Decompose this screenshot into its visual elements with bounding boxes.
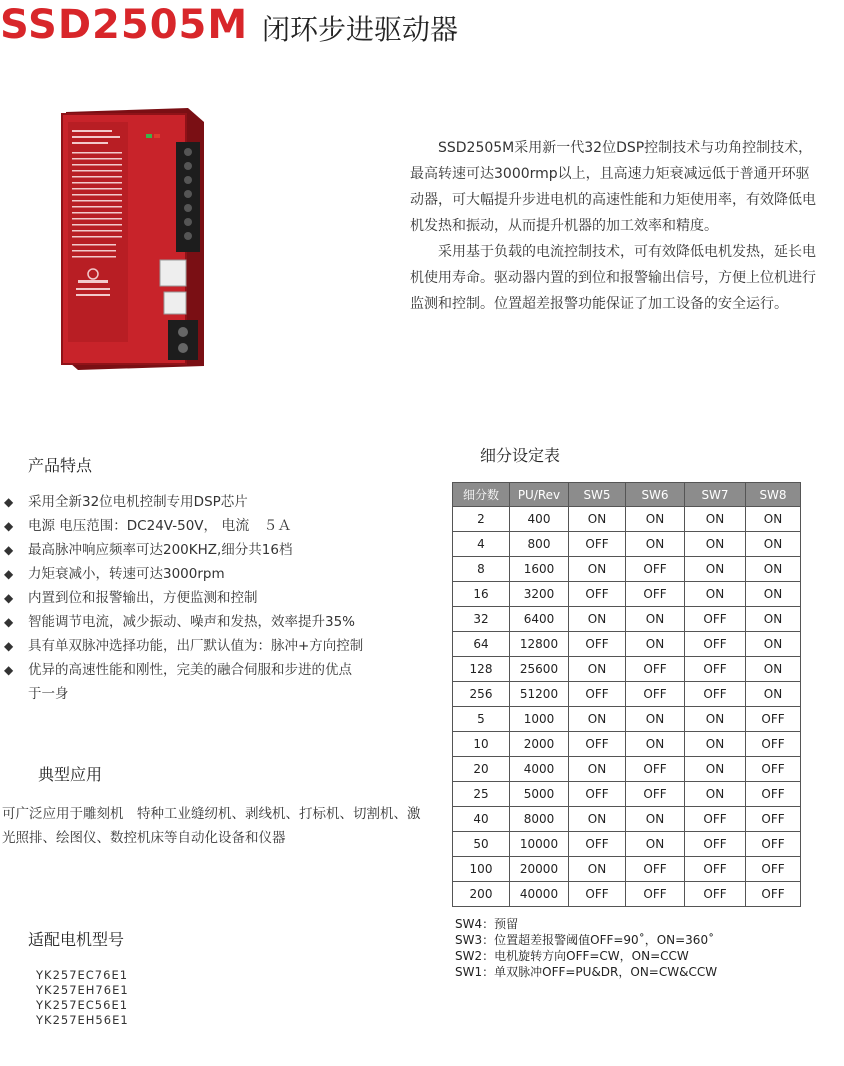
table-cell: 200	[453, 882, 510, 907]
table-row	[453, 882, 801, 907]
table-cell: ON	[626, 507, 685, 532]
table-cell: OFF	[746, 857, 801, 882]
table-cell: OFF	[746, 832, 801, 857]
column-header: 细分数	[453, 483, 510, 507]
table-cell: OFF	[685, 857, 746, 882]
applications-text: 可广泛应用于雕刻机 特种工业缝纫机、剥线机、打标机、切割机、激光照排、绘图仪、数控机床等自动化设备和仪器	[2, 806, 421, 846]
table-cell: OFF	[626, 782, 685, 807]
table-cell: ON	[569, 657, 626, 682]
table-row	[453, 782, 801, 807]
table-cell: ON	[746, 632, 801, 657]
motor-model: YK257EH76E1	[36, 983, 129, 997]
table-cell: 64	[453, 632, 510, 657]
product-intro	[410, 135, 820, 317]
table-cell: OFF	[569, 532, 626, 557]
table-cell: ON	[746, 607, 801, 632]
table-cell: 4000	[510, 757, 569, 782]
subdivision-table	[452, 482, 801, 907]
feature-item: ◆ 内置到位和报警输出，方便监测和控制	[4, 586, 414, 610]
table-cell: 400	[510, 507, 569, 532]
feature-item: ◆ 具有单双脉冲选择功能，出厂默认值为：脉冲+方向控制	[4, 634, 414, 658]
table-cell: ON	[746, 507, 801, 532]
motors-heading: 适配电机型号	[28, 930, 125, 949]
table-cell: OFF	[569, 732, 626, 757]
table-row	[453, 857, 801, 882]
dip-switch-notes	[455, 916, 717, 980]
feature-current: 电流 ５Ａ	[221, 518, 292, 534]
table-cell: 5000	[510, 782, 569, 807]
features-list	[4, 490, 414, 706]
table-cell: 40000	[510, 882, 569, 907]
table-cell: 1000	[510, 707, 569, 732]
column-header: SW5	[569, 483, 626, 507]
table-cell: 128	[453, 657, 510, 682]
table-cell: ON	[569, 507, 626, 532]
table-cell: 10	[453, 732, 510, 757]
table-cell: ON	[626, 632, 685, 657]
feature-item: ◆ 最高脉冲响应频率可达200KHZ,细分共16档	[4, 538, 414, 562]
table-row	[453, 632, 801, 657]
feature-item	[4, 514, 414, 538]
table-cell: ON	[746, 582, 801, 607]
table-cell: 100	[453, 857, 510, 882]
motor-models	[36, 968, 129, 1028]
table-cell: 20000	[510, 857, 569, 882]
table-cell: OFF	[685, 632, 746, 657]
table-cell: ON	[626, 607, 685, 632]
feature-item: ◆ 力矩衰减小，转速可达3000rpm	[4, 562, 414, 586]
table-cell: OFF	[746, 807, 801, 832]
table-cell: 6400	[510, 607, 569, 632]
table-cell: ON	[685, 707, 746, 732]
note-line: SW1：单双脉冲OFF=PU&DR，ON=CW&CCW	[455, 965, 718, 979]
table-cell: OFF	[685, 832, 746, 857]
feature-item: ◆ 智能调节电流，减少振动、噪声和发热，效率提升35%	[4, 610, 414, 634]
table-heading: 细分设定表	[480, 446, 561, 465]
table-cell: OFF	[746, 732, 801, 757]
table-cell: 8000	[510, 807, 569, 832]
table-cell: 8	[453, 557, 510, 582]
table-cell: OFF	[626, 582, 685, 607]
feature-item: ◆ 优异的高速性能和刚性，完美的融合伺服和步进的优点于一身	[4, 658, 358, 706]
table-cell: ON	[685, 782, 746, 807]
table-cell: OFF	[569, 582, 626, 607]
table-cell: ON	[569, 807, 626, 832]
motor-model: YK257EH56E1	[36, 1013, 129, 1027]
note-line: SW4：预留	[455, 917, 519, 931]
table-row	[453, 807, 801, 832]
table-cell: OFF	[626, 757, 685, 782]
table-cell: OFF	[626, 882, 685, 907]
table-row	[453, 582, 801, 607]
table-cell: 25	[453, 782, 510, 807]
table-cell: ON	[685, 507, 746, 532]
table-cell: OFF	[746, 707, 801, 732]
motor-model: YK257EC56E1	[36, 998, 129, 1012]
column-header: SW6	[626, 483, 685, 507]
table-cell: ON	[746, 532, 801, 557]
table-cell: OFF	[685, 657, 746, 682]
table-cell: OFF	[626, 657, 685, 682]
table-row	[453, 507, 801, 532]
feature-item: ◆ 采用全新32位电机控制专用DSP芯片	[4, 490, 414, 514]
table-cell: ON	[746, 657, 801, 682]
table-cell: 10000	[510, 832, 569, 857]
table-cell: 20	[453, 757, 510, 782]
table-cell: ON	[569, 607, 626, 632]
table-cell: 3200	[510, 582, 569, 607]
model-name: SSD2505M	[0, 2, 249, 48]
note-line: SW3：位置超差报警阈值OFF=90˚，ON=360˚	[455, 933, 715, 947]
table-cell: 256	[453, 682, 510, 707]
table-cell: ON	[685, 757, 746, 782]
table-row	[453, 532, 801, 557]
table-cell: 40	[453, 807, 510, 832]
intro-paragraph: SSD2505M采用新一代32位DSP控制技术与功角控制技术，最高转速可达3000rmp以上，且高速力矩衰减远低于普通开环驱动器，可大幅提升步进电机的高速性能和力矩使用率，有效降低电机发热和振动，从而提升机器的加工效率和精度。	[410, 140, 816, 234]
table-cell: 2000	[510, 732, 569, 757]
table-cell: ON	[626, 732, 685, 757]
table-cell: OFF	[685, 682, 746, 707]
applications-heading: 典型应用	[38, 765, 103, 784]
table-cell: ON	[626, 807, 685, 832]
table-cell: OFF	[685, 807, 746, 832]
table-cell: OFF	[685, 882, 746, 907]
table-cell: OFF	[746, 882, 801, 907]
product-photo	[58, 104, 208, 374]
table-cell: ON	[569, 557, 626, 582]
table-cell: OFF	[746, 757, 801, 782]
table-row	[453, 707, 801, 732]
table-cell: OFF	[569, 832, 626, 857]
column-header: PU/Rev	[510, 483, 569, 507]
table-row	[453, 757, 801, 782]
table-header-row	[453, 483, 801, 507]
table-cell: ON	[626, 532, 685, 557]
table-row	[453, 557, 801, 582]
table-cell: ON	[569, 857, 626, 882]
page-title: 闭环步进驱动器	[262, 13, 459, 46]
table-cell: OFF	[569, 632, 626, 657]
table-cell: 800	[510, 532, 569, 557]
table-cell: 4	[453, 532, 510, 557]
table-cell: OFF	[626, 857, 685, 882]
table-row	[453, 657, 801, 682]
table-cell: 5	[453, 707, 510, 732]
column-header: SW7	[685, 483, 746, 507]
table-cell: 50	[453, 832, 510, 857]
table-cell: 16	[453, 582, 510, 607]
table-row	[453, 607, 801, 632]
intro-paragraph: 采用基于负载的电流控制技术，可有效降低电机发热，延长电机使用寿命。驱动器内置的到位和报警输出信号，方便上位机进行监测和控制。位置超差报警功能保证了加工设备的安全运行。	[410, 244, 816, 312]
table-cell: ON	[746, 557, 801, 582]
table-cell: OFF	[746, 782, 801, 807]
table-cell: ON	[626, 832, 685, 857]
table-cell: OFF	[569, 882, 626, 907]
feature-item-text: 电源 电压范围：DC24V-50V，	[28, 518, 218, 534]
table-cell: 25600	[510, 657, 569, 682]
table-cell: ON	[569, 757, 626, 782]
note-line: SW2：电机旋转方向OFF=CW，ON=CCW	[455, 949, 689, 963]
table-row	[453, 832, 801, 857]
table-cell: 1600	[510, 557, 569, 582]
table-cell: 12800	[510, 632, 569, 657]
table-cell: ON	[685, 582, 746, 607]
table-cell: ON	[746, 682, 801, 707]
table-cell: 32	[453, 607, 510, 632]
table-cell: ON	[685, 532, 746, 557]
table-cell: OFF	[626, 557, 685, 582]
table-cell: ON	[685, 557, 746, 582]
column-header: SW8	[746, 483, 801, 507]
table-cell: OFF	[685, 607, 746, 632]
table-row	[453, 682, 801, 707]
table-row	[453, 732, 801, 757]
table-cell: OFF	[626, 682, 685, 707]
motor-model: YK257EC76E1	[36, 968, 129, 982]
table-cell: ON	[626, 707, 685, 732]
table-cell: 51200	[510, 682, 569, 707]
table-cell: ON	[685, 732, 746, 757]
features-heading: 产品特点	[28, 456, 93, 475]
table-cell: 2	[453, 507, 510, 532]
table-cell: OFF	[569, 782, 626, 807]
table-cell: OFF	[569, 682, 626, 707]
table-cell: ON	[569, 707, 626, 732]
